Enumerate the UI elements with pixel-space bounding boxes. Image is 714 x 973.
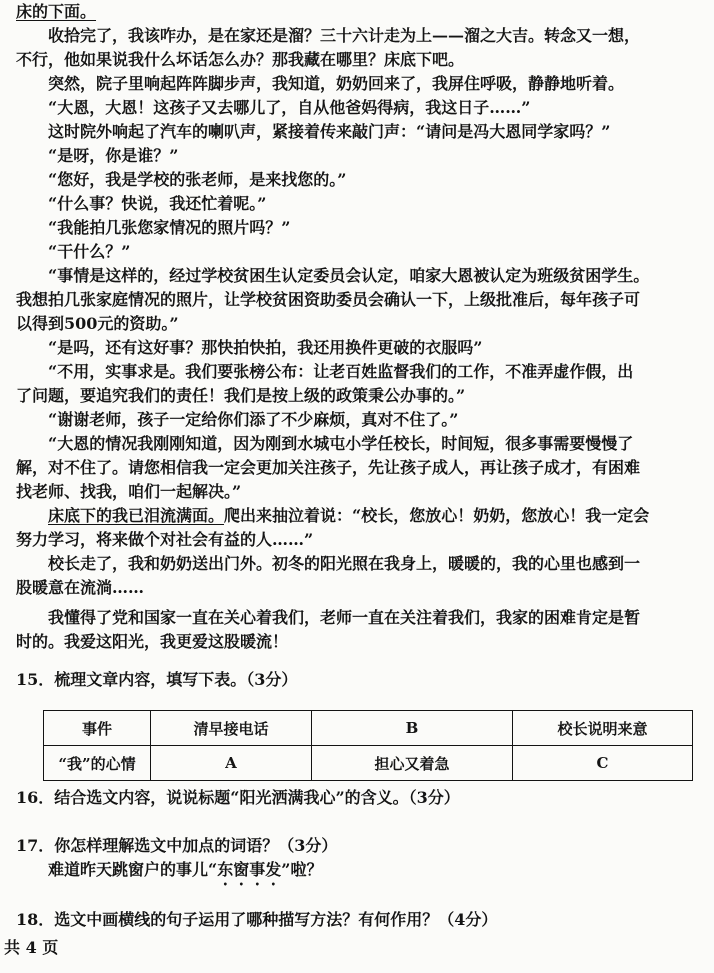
- passage-line: 突然，院子里响起阵阵脚步声，我知道，奶奶回来了，我屏住呼吸，静静地听着。: [48, 74, 625, 93]
- passage-line: 床的下面。: [16, 2, 97, 21]
- passage-line: 我想拍几张家庭情况的照片，让学校贫困资助委员会确认一下，上级批准后，每年孩子可: [16, 290, 641, 309]
- underlined-sentence: 床底下的我已泪流满面。: [48, 506, 225, 525]
- table-cell: 担心又着急: [312, 746, 513, 781]
- passage-line: “不用，实事求是。我们要张榜公布：让老百姓监督我们的工作，不准弄虚作假，出: [48, 362, 634, 381]
- passage-line: 我懂得了党和国家一直在关心着我们，老师一直在关注着我们，我家的困难肯定是暂: [48, 608, 641, 627]
- question-17: 17．你怎样理解选文中加点的词语？（3分）: [16, 836, 338, 855]
- passage-line: “干什么？”: [48, 242, 131, 261]
- table-row: [44, 711, 693, 746]
- passage-line: 不行，他如果说我什么坏话怎么办？那我藏在哪里？床底下吧。: [16, 50, 465, 69]
- passage-line: 股暖意在流淌……: [16, 578, 145, 597]
- table-cell: B: [312, 711, 513, 746]
- table-cell: 清早接电话: [151, 711, 312, 746]
- table-cell: 事件: [44, 711, 151, 746]
- passage-line: 这时院外响起了汽车的喇叭声，紧接着传来敲门声：“请问是冯大恩同学家吗？”: [48, 122, 611, 141]
- question-15: 15．梳理文章内容，填写下表。（3分）: [16, 670, 298, 689]
- sentence: 爬出来抽泣着说：“校长，您放心！奶奶，您放心！我一定会: [224, 506, 650, 525]
- passage-line: 以得到500元的资助。”: [16, 314, 179, 333]
- table-cell: “我”的心情: [44, 746, 151, 781]
- table-cell: 校长说明来意: [513, 711, 693, 746]
- passage-line: 找老师、找我，咱们一起解决。”: [16, 482, 242, 501]
- passage-line: 努力学习，将来做个对社会有益的人……”: [16, 530, 314, 549]
- passage-line: 校长走了，我和奶奶送出门外。初冬的阳光照在我身上，暖暖的，我的心里也感到一: [48, 554, 641, 573]
- passage-line: “我能拍几张您家情况的照片吗？”: [48, 218, 291, 237]
- passage-line: “是呀，你是谁？”: [48, 146, 179, 165]
- passage-line: [48, 504, 698, 528]
- passage-line: “是吗，还有这好事？那快拍快拍，我还用换件更破的衣服吗”: [48, 338, 483, 357]
- passage-line: “谢谢老师，孩子一定给你们添了不少麻烦，真对不住了。”: [48, 410, 459, 429]
- question-16: 16．结合选文内容，说说标题“阳光洒满我心”的含义。（3分）: [16, 788, 460, 807]
- passage-line: 了问题，要追究我们的责任！我们是按上级的政策秉公办事的。”: [16, 386, 466, 405]
- passage-line: 时的。我爱这阳光，我更爱这股暖流！: [16, 632, 289, 651]
- page-footer: 共 4 页: [4, 938, 59, 957]
- summary-table: [43, 710, 693, 781]
- table-cell: C: [513, 746, 693, 781]
- passage-line: “事情是这样的，经过学校贫困生认定委员会认定，咱家大恩被认定为班级贫困学生。: [48, 266, 650, 285]
- passage-line: “大恩的情况我刚刚知道，因为刚到水城屯小学任校长，时间短，很多事需要慢慢了: [48, 434, 634, 453]
- passage-line: “什么事？快说，我还忙着呢。”: [48, 194, 267, 213]
- dotted-word: 东窗事发: [217, 860, 282, 879]
- passage-line: 收拾完了，我该咋办，是在家还是溜？三十六计走为上——溜之大吉。转念又一想，: [48, 26, 641, 45]
- passage-line: 解，对不住了。请您相信我一定会更加关注孩子，先让孩子成人，再让孩子成才，有困难: [16, 458, 641, 477]
- passage-line: “您好，我是学校的张老师，是来找您的。”: [48, 170, 347, 189]
- question-18: 18．选文中画横线的句子运用了哪种描写方法？有何作用？（4分）: [16, 910, 498, 929]
- passage-line: “大恩，大恩！这孩子又去哪儿了，自从他爸妈得病，我这日子……”: [48, 98, 531, 117]
- question-17-sentence: 难道昨天跳窗户的事儿“东窗事发”啦？: [48, 860, 323, 879]
- table-row: [44, 746, 693, 781]
- table-cell: A: [151, 746, 312, 781]
